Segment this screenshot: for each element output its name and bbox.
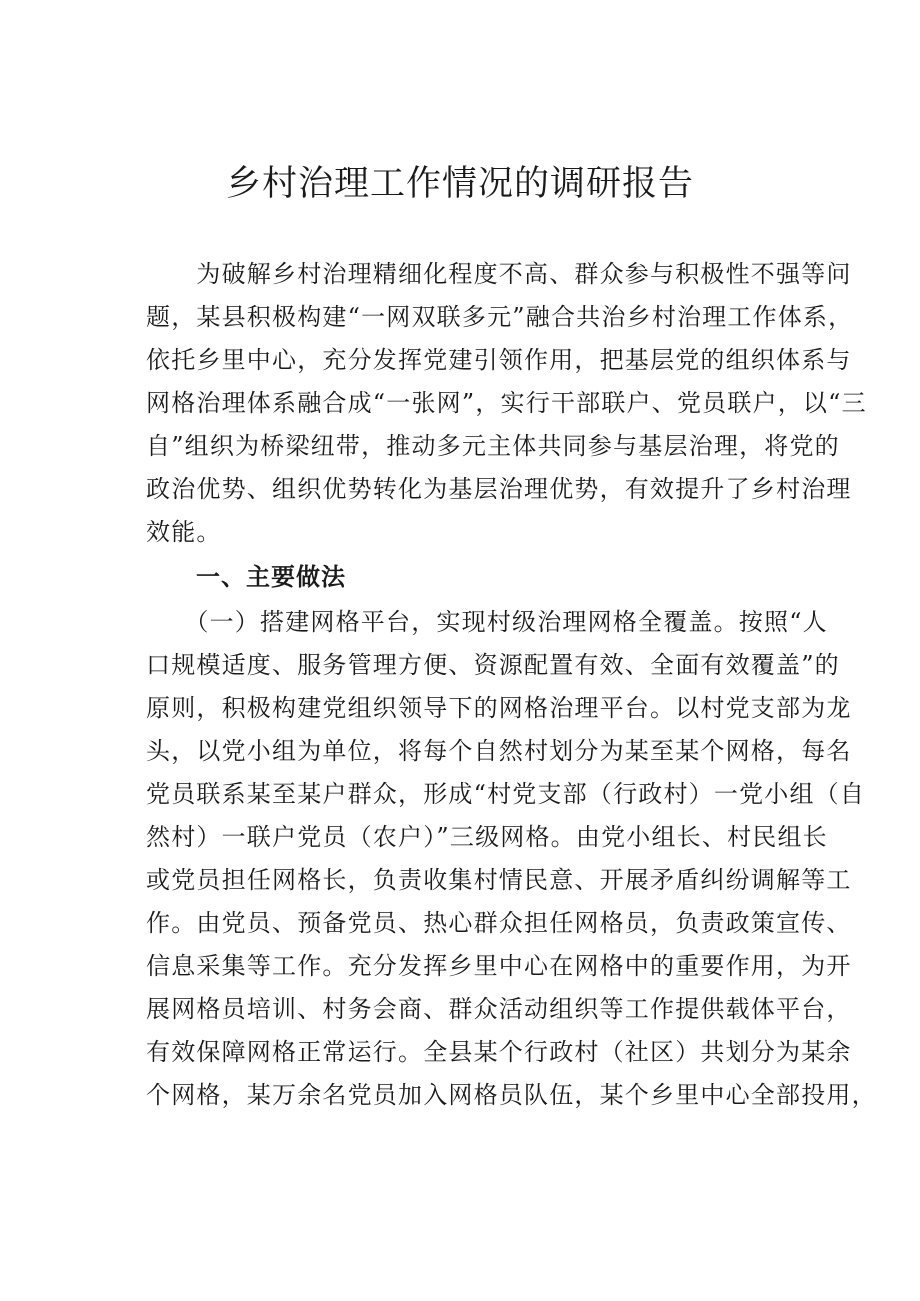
intro-line: 政治优势、组织优势转化为基层治理优势，有效提升了乡村治理 [146,475,852,503]
body-line: 个网格，某万余名党员加入网格员队伍，某个乡里中心全部投用， [146,1081,877,1109]
body-line: 作。由党员、预备党员、热心群众担任网格员，负责政策宣传、 [146,909,852,937]
body-line: 信息采集等工作。充分发挥乡里中心在网格中的重要作用，为开 [146,952,852,980]
intro-line: 自”组织为桥梁纽带，推动多元主体共同参与基层治理，将党的 [146,432,840,460]
body-line: 党员联系某至某户群众，形成“村党支部（行政村）一党小组（自 [146,780,866,808]
section-heading: 一、主要做法 [146,563,346,591]
body-line: 原则，积极构建党组织领导下的网格治理平台。以村党支部为龙 [146,694,852,722]
body-line: 有效保障网格正常运行。全县某个行政村（社区）共划分为某余 [146,1038,852,1066]
intro-line: 为破解乡村治理精细化程度不高、群众参与积极性不强等问 [146,260,852,288]
document-title: 乡村治理工作情况的调研报告 [225,164,694,204]
body-line: 或党员担任网格长，负责收集村情民意、开展矛盾纠纷调解等工 [146,866,852,894]
body-line: 然村）一联户党员（农户）”三级网格。由党小组长、村民组长 [146,823,828,851]
intro-line: 效能。 [146,518,222,546]
intro-line: 网格治理体系融合成“一张网”，实行干部联户、党员联户，以“三 [146,389,867,417]
body-line: 头，以党小组为单位，将每个自然村划分为某至某个网格，每名 [146,737,852,765]
body-line: 口规模适度、服务管理方便、资源配置有效、全面有效覆盖”的 [146,651,840,679]
intro-line: 题，某县积极构建“一网双联多元”融合共治乡村治理工作体系， [146,303,854,331]
body-line: 展网格员培训、村务会商、群众活动组织等工作提供载体平台， [146,995,852,1023]
intro-line: 依托乡里中心，充分发挥党建引领作用，把基层党的组织体系与 [146,346,852,374]
body-line: （一）搭建网格平台，实现村级治理网格全覆盖。按照“人 [146,608,828,636]
